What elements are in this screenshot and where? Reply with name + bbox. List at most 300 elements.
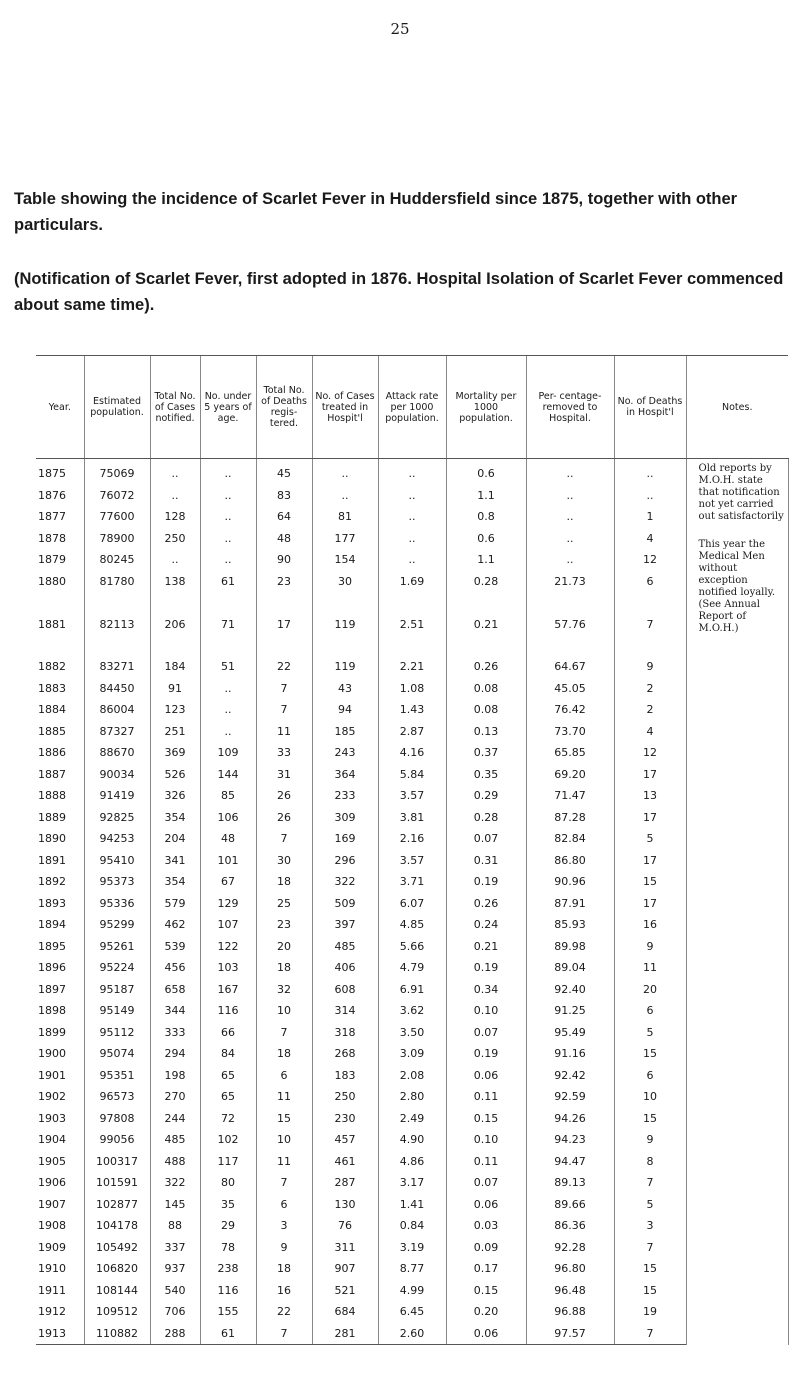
cell-deaths-registered: 25: [256, 893, 312, 915]
cell-hospital-deaths: 7: [614, 1237, 686, 1259]
cell-deaths-registered: 23: [256, 914, 312, 936]
cell-hospital-deaths: 5: [614, 828, 686, 850]
cell-deaths-registered: 11: [256, 1086, 312, 1108]
cell-hospital-deaths: 9: [614, 936, 686, 958]
cell-year: 1887: [38, 767, 66, 781]
cell-attack-rate: ..: [378, 528, 446, 550]
cell-year: 1911: [38, 1283, 66, 1297]
cell-mortality: 0.06: [446, 1065, 526, 1087]
cell-cases-notified: ..: [150, 459, 200, 485]
cell-population: 95187: [84, 979, 150, 1001]
cell-hospital-deaths: 11: [614, 957, 686, 979]
cell-year: 1881: [38, 617, 66, 631]
cell-cases-notified: 526: [150, 764, 200, 786]
cell-deaths-registered: 7: [256, 699, 312, 721]
cell-treated-hospital: 521: [312, 1280, 378, 1302]
cell-attack-rate: 3.09: [378, 1043, 446, 1065]
table-row: [36, 850, 788, 872]
cell-under-5: 101: [200, 850, 256, 872]
cell-population: 108144: [84, 1280, 150, 1302]
cell-mortality: 0.08: [446, 699, 526, 721]
cell-attack-rate: 2.60: [378, 1323, 446, 1345]
cell-year: 1879: [38, 553, 66, 567]
table-row: [36, 528, 788, 550]
cell-attack-rate: 0.84: [378, 1215, 446, 1237]
cell-attack-rate: 3.50: [378, 1022, 446, 1044]
cell-treated-hospital: 233: [312, 785, 378, 807]
cell-mortality: 0.03: [446, 1215, 526, 1237]
col-header-treated-hospital: No. of Cases treated in Hospit'l: [312, 356, 378, 459]
cell-mortality: 0.15: [446, 1108, 526, 1130]
cell-attack-rate: 3.81: [378, 807, 446, 829]
cell-year: 1912: [38, 1305, 66, 1319]
cell-under-5: 48: [200, 828, 256, 850]
cell-treated-hospital: 30: [312, 571, 378, 593]
cell-deaths-registered: 26: [256, 785, 312, 807]
cell-treated-hospital: 43: [312, 678, 378, 700]
cell-year: 1902: [38, 1090, 66, 1104]
cell-deaths-registered: 18: [256, 1043, 312, 1065]
cell-cases-notified: ..: [150, 549, 200, 571]
cell-year: 1889: [38, 810, 66, 824]
cell-cases-notified: 145: [150, 1194, 200, 1216]
cell-treated-hospital: 130: [312, 1194, 378, 1216]
cell-cases-notified: 333: [150, 1022, 200, 1044]
cell-population: 88670: [84, 742, 150, 764]
cell-treated-hospital: 318: [312, 1022, 378, 1044]
cell-attack-rate: 3.71: [378, 871, 446, 893]
cell-under-5: 129: [200, 893, 256, 915]
cell-attack-rate: ..: [378, 506, 446, 528]
cell-mortality: 0.21: [446, 936, 526, 958]
cell-deaths-registered: 10: [256, 1000, 312, 1022]
cell-deaths-registered: 3: [256, 1215, 312, 1237]
cell-hospital-deaths: 7: [614, 1323, 686, 1345]
table-row: [36, 785, 788, 807]
cell-mortality: 1.1: [446, 549, 526, 571]
cell-deaths-registered: 18: [256, 1258, 312, 1280]
cell-mortality: 0.34: [446, 979, 526, 1001]
cell-mortality: 0.26: [446, 893, 526, 915]
cell-cases-notified: 138: [150, 571, 200, 593]
cell-percent-removed: 91.16: [526, 1043, 614, 1065]
cell-hospital-deaths: 5: [614, 1194, 686, 1216]
cell-treated-hospital: 268: [312, 1043, 378, 1065]
cell-attack-rate: 4.85: [378, 914, 446, 936]
cell-year: 1908: [38, 1219, 66, 1233]
cell-percent-removed: 86.36: [526, 1215, 614, 1237]
cell-under-5: 122: [200, 936, 256, 958]
cell-treated-hospital: 406: [312, 957, 378, 979]
cell-population: 76072: [84, 485, 150, 507]
cell-cases-notified: 337: [150, 1237, 200, 1259]
cell-year: 1884: [38, 703, 66, 717]
cell-treated-hospital: 684: [312, 1301, 378, 1323]
cell-percent-removed: 90.96: [526, 871, 614, 893]
cell-mortality: 0.20: [446, 1301, 526, 1323]
cell-mortality: 0.19: [446, 957, 526, 979]
cell-percent-removed: 89.66: [526, 1194, 614, 1216]
cell-treated-hospital: 119: [312, 656, 378, 678]
cell-hospital-deaths: 6: [614, 571, 686, 593]
cell-attack-rate: 3.57: [378, 785, 446, 807]
cell-attack-rate: 3.17: [378, 1172, 446, 1194]
cell-percent-removed: 92.28: [526, 1237, 614, 1259]
cell-attack-rate: 4.86: [378, 1151, 446, 1173]
table-row: [36, 571, 788, 593]
cell-hospital-deaths: 15: [614, 1258, 686, 1280]
cell-under-5: ..: [200, 528, 256, 550]
cell-year: 1878: [38, 531, 66, 545]
cell-attack-rate: 4.16: [378, 742, 446, 764]
cell-hospital-deaths: 5: [614, 1022, 686, 1044]
cell-attack-rate: 2.49: [378, 1108, 446, 1130]
cell-cases-notified: 198: [150, 1065, 200, 1087]
cell-year: 1888: [38, 789, 66, 803]
cell-population: 92825: [84, 807, 150, 829]
table-title: Table showing the incidence of Scarlet Fever in Huddersfield since 1875, together with other particulars.: [14, 190, 738, 234]
cell-percent-removed: 86.80: [526, 850, 614, 872]
cell-mortality: 0.07: [446, 1022, 526, 1044]
cell-percent-removed: 76.42: [526, 699, 614, 721]
cell-population: 78900: [84, 528, 150, 550]
cell-under-5: 84: [200, 1043, 256, 1065]
cell-population: 95074: [84, 1043, 150, 1065]
notes-cell: [686, 459, 788, 1345]
cell-population: 105492: [84, 1237, 150, 1259]
cell-under-5: ..: [200, 549, 256, 571]
cell-mortality: 0.6: [446, 528, 526, 550]
table-row: [36, 459, 788, 485]
cell-year: 1901: [38, 1068, 66, 1082]
cell-population: 104178: [84, 1215, 150, 1237]
cell-year: 1913: [36, 1323, 84, 1345]
cell-percent-removed: 92.59: [526, 1086, 614, 1108]
cell-hospital-deaths: 8: [614, 1151, 686, 1173]
cell-under-5: 29: [200, 1215, 256, 1237]
cell-treated-hospital: 76: [312, 1215, 378, 1237]
cell-deaths-registered: 18: [256, 957, 312, 979]
cell-year: 1891: [38, 853, 66, 867]
cell-year: 1876: [38, 488, 66, 502]
cell-hospital-deaths: 20: [614, 979, 686, 1001]
cell-cases-notified: 128: [150, 506, 200, 528]
cell-mortality: 0.10: [446, 1129, 526, 1151]
cell-percent-removed: 94.47: [526, 1151, 614, 1173]
cell-under-5: 85: [200, 785, 256, 807]
cell-population: 101591: [84, 1172, 150, 1194]
cell-percent-removed: 96.48: [526, 1280, 614, 1302]
cell-hospital-deaths: 7: [614, 1172, 686, 1194]
table-row: [36, 1065, 788, 1087]
cell-percent-removed: 96.80: [526, 1258, 614, 1280]
cell-hospital-deaths: 15: [614, 1280, 686, 1302]
table-row: [36, 1000, 788, 1022]
cell-deaths-registered: 64: [256, 506, 312, 528]
cell-deaths-registered: 23: [256, 571, 312, 593]
cell-mortality: 0.29: [446, 785, 526, 807]
cell-cases-notified: 91: [150, 678, 200, 700]
cell-year: 1899: [38, 1025, 66, 1039]
col-header-hospital-deaths: No. of Deaths in Hospit'l: [614, 356, 686, 459]
table-row: [36, 1237, 788, 1259]
cell-year: 1890: [38, 832, 66, 846]
col-header-deaths-registered: Total No. of Deaths regis- tered.: [256, 356, 312, 459]
cell-year: 1886: [38, 746, 66, 760]
cell-deaths-registered: 11: [256, 1151, 312, 1173]
cell-attack-rate: 6.91: [378, 979, 446, 1001]
cell-attack-rate: 6.07: [378, 893, 446, 915]
cell-year: 1903: [38, 1111, 66, 1125]
cell-percent-removed: 94.26: [526, 1108, 614, 1130]
cell-cases-notified: 244: [150, 1108, 200, 1130]
cell-mortality: 0.07: [446, 1172, 526, 1194]
page-number: 25: [390, 20, 410, 38]
cell-population: 95410: [84, 850, 150, 872]
cell-percent-removed: ..: [526, 459, 614, 485]
cell-cases-notified: 88: [150, 1215, 200, 1237]
cell-attack-rate: 4.99: [378, 1280, 446, 1302]
cell-under-5: 167: [200, 979, 256, 1001]
cell-year: 1877: [38, 510, 66, 524]
cell-under-5: 66: [200, 1022, 256, 1044]
table-row: [36, 1215, 788, 1237]
cell-treated-hospital: 154: [312, 549, 378, 571]
cell-treated-hospital: 314: [312, 1000, 378, 1022]
cell-mortality: 0.17: [446, 1258, 526, 1280]
cell-mortality: 0.11: [446, 1086, 526, 1108]
cell-under-5: 67: [200, 871, 256, 893]
cell-attack-rate: 1.43: [378, 699, 446, 721]
cell-percent-removed: 91.25: [526, 1000, 614, 1022]
cell-deaths-registered: 15: [256, 1108, 312, 1130]
cell-treated-hospital: 485: [312, 936, 378, 958]
cell-cases-notified: 344: [150, 1000, 200, 1022]
cell-population: 95299: [84, 914, 150, 936]
cell-attack-rate: 2.21: [378, 656, 446, 678]
cell-year: 1905: [38, 1154, 66, 1168]
cell-mortality: 0.06: [446, 1194, 526, 1216]
cell-cases-notified: 204: [150, 828, 200, 850]
cell-population: 94253: [84, 828, 150, 850]
cell-cases-notified: 706: [150, 1301, 200, 1323]
cell-hospital-deaths: 15: [614, 871, 686, 893]
cell-mortality: 0.37: [446, 742, 526, 764]
table-row: [36, 1108, 788, 1130]
cell-cases-notified: 270: [150, 1086, 200, 1108]
table-row: [36, 1172, 788, 1194]
cell-percent-removed: 45.05: [526, 678, 614, 700]
cell-population: 80245: [84, 549, 150, 571]
cell-under-5: ..: [200, 506, 256, 528]
cell-under-5: 71: [200, 592, 256, 656]
cell-year: 1897: [38, 982, 66, 996]
cell-treated-hospital: 185: [312, 721, 378, 743]
cell-treated-hospital: 81: [312, 506, 378, 528]
cell-year: 1892: [38, 875, 66, 889]
cell-deaths-registered: 17: [256, 592, 312, 656]
cell-percent-removed: 92.40: [526, 979, 614, 1001]
cell-deaths-registered: 45: [256, 459, 312, 485]
cell-attack-rate: 5.84: [378, 764, 446, 786]
cell-hospital-deaths: 12: [614, 549, 686, 571]
cell-year: 1904: [38, 1133, 66, 1147]
cell-population: 75069: [84, 459, 150, 485]
cell-deaths-registered: 6: [256, 1194, 312, 1216]
cell-deaths-registered: 11: [256, 721, 312, 743]
table-row: [36, 1129, 788, 1151]
cell-under-5: ..: [200, 721, 256, 743]
cell-cases-notified: 937: [150, 1258, 200, 1280]
table-row: [36, 1280, 788, 1302]
cell-percent-removed: 21.73: [526, 571, 614, 593]
cell-mortality: 0.6: [446, 459, 526, 485]
cell-mortality: 0.15: [446, 1280, 526, 1302]
cell-treated-hospital: 311: [312, 1237, 378, 1259]
cell-treated-hospital: 281: [312, 1323, 378, 1345]
cell-hospital-deaths: 7: [614, 592, 686, 656]
cell-percent-removed: 73.70: [526, 721, 614, 743]
cell-hospital-deaths: 2: [614, 678, 686, 700]
cell-cases-notified: 658: [150, 979, 200, 1001]
cell-year: 1907: [38, 1197, 66, 1211]
note-text: Old reports by M.O.H. state that notification not yet carried out satisfactorily: [698, 463, 784, 522]
cell-under-5: 155: [200, 1301, 256, 1323]
cell-cases-notified: 184: [150, 656, 200, 678]
cell-hospital-deaths: 15: [614, 1043, 686, 1065]
table-row: [36, 893, 788, 915]
cell-percent-removed: 69.20: [526, 764, 614, 786]
col-header-under-5: No. under 5 years of age.: [200, 356, 256, 459]
cell-under-5: 107: [200, 914, 256, 936]
cell-population: 95373: [84, 871, 150, 893]
cell-hospital-deaths: ..: [614, 485, 686, 507]
table-row: [36, 1194, 788, 1216]
table-row: [36, 979, 788, 1001]
cell-percent-removed: ..: [526, 506, 614, 528]
cell-population: 99056: [84, 1129, 150, 1151]
cell-cases-notified: 206: [150, 592, 200, 656]
col-header-population: Estimated population.: [84, 356, 150, 459]
cell-treated-hospital: 183: [312, 1065, 378, 1087]
cell-deaths-registered: 31: [256, 764, 312, 786]
table-row: [36, 721, 788, 743]
cell-treated-hospital: 322: [312, 871, 378, 893]
cell-percent-removed: 87.28: [526, 807, 614, 829]
cell-deaths-registered: 48: [256, 528, 312, 550]
cell-under-5: 144: [200, 764, 256, 786]
cell-cases-notified: 579: [150, 893, 200, 915]
cell-hospital-deaths: ..: [614, 459, 686, 485]
cell-treated-hospital: 177: [312, 528, 378, 550]
cell-treated-hospital: 169: [312, 828, 378, 850]
table-row: [36, 742, 788, 764]
cell-hospital-deaths: 3: [614, 1215, 686, 1237]
cell-under-5: ..: [200, 678, 256, 700]
table-row: [36, 1151, 788, 1173]
cell-treated-hospital: 243: [312, 742, 378, 764]
cell-percent-removed: 94.23: [526, 1129, 614, 1151]
cell-attack-rate: 3.57: [378, 850, 446, 872]
cell-mortality: 0.19: [446, 1043, 526, 1065]
cell-cases-notified: 322: [150, 1172, 200, 1194]
cell-mortality: 0.07: [446, 828, 526, 850]
scarlet-fever-table: [36, 355, 789, 1345]
cell-cases-notified: 326: [150, 785, 200, 807]
cell-percent-removed: 57.76: [526, 592, 614, 656]
cell-cases-notified: 485: [150, 1129, 200, 1151]
cell-mortality: 0.19: [446, 871, 526, 893]
cell-percent-removed: 89.04: [526, 957, 614, 979]
cell-population: 81780: [84, 571, 150, 593]
cell-hospital-deaths: 17: [614, 850, 686, 872]
table-row: [36, 871, 788, 893]
cell-percent-removed: 71.47: [526, 785, 614, 807]
cell-population: 96573: [84, 1086, 150, 1108]
cell-deaths-registered: 83: [256, 485, 312, 507]
cell-cases-notified: 354: [150, 807, 200, 829]
cell-population: 95224: [84, 957, 150, 979]
cell-deaths-registered: 16: [256, 1280, 312, 1302]
cell-attack-rate: 4.79: [378, 957, 446, 979]
table-row: [36, 1258, 788, 1280]
cell-percent-removed: 82.84: [526, 828, 614, 850]
table-row: [36, 957, 788, 979]
cell-cases-notified: ..: [150, 485, 200, 507]
cell-population: 97808: [84, 1108, 150, 1130]
cell-treated-hospital: 364: [312, 764, 378, 786]
cell-under-5: 61: [200, 571, 256, 593]
table-row: [36, 914, 788, 936]
cell-year: 1882: [38, 660, 66, 674]
cell-hospital-deaths: 15: [614, 1108, 686, 1130]
cell-percent-removed: 64.67: [526, 656, 614, 678]
cell-under-5: 109: [200, 742, 256, 764]
table-row: [36, 764, 788, 786]
cell-under-5: 80: [200, 1172, 256, 1194]
cell-year: 1900: [38, 1047, 66, 1061]
cell-under-5: 61: [200, 1323, 256, 1345]
cell-population: 82113: [84, 592, 150, 656]
cell-under-5: 51: [200, 656, 256, 678]
cell-under-5: 78: [200, 1237, 256, 1259]
table-row: [36, 1086, 788, 1108]
cell-cases-notified: 288: [150, 1323, 200, 1345]
cell-mortality: 0.08: [446, 678, 526, 700]
cell-deaths-registered: 7: [256, 828, 312, 850]
cell-deaths-registered: 30: [256, 850, 312, 872]
cell-attack-rate: ..: [378, 459, 446, 485]
cell-cases-notified: 341: [150, 850, 200, 872]
cell-population: 106820: [84, 1258, 150, 1280]
cell-under-5: 65: [200, 1086, 256, 1108]
cell-hospital-deaths: 10: [614, 1086, 686, 1108]
cell-under-5: 117: [200, 1151, 256, 1173]
cell-deaths-registered: 20: [256, 936, 312, 958]
cell-population: 87327: [84, 721, 150, 743]
col-header-cases-notified: Total No. of Cases notified.: [150, 356, 200, 459]
cell-treated-hospital: 119: [312, 592, 378, 656]
cell-population: 110882: [84, 1323, 150, 1345]
cell-under-5: 65: [200, 1065, 256, 1087]
cell-year: 1898: [38, 1004, 66, 1018]
table-row: [36, 485, 788, 507]
table-row: [36, 678, 788, 700]
cell-cases-notified: 354: [150, 871, 200, 893]
cell-deaths-registered: 10: [256, 1129, 312, 1151]
cell-deaths-registered: 90: [256, 549, 312, 571]
cell-year: 1910: [38, 1262, 66, 1276]
